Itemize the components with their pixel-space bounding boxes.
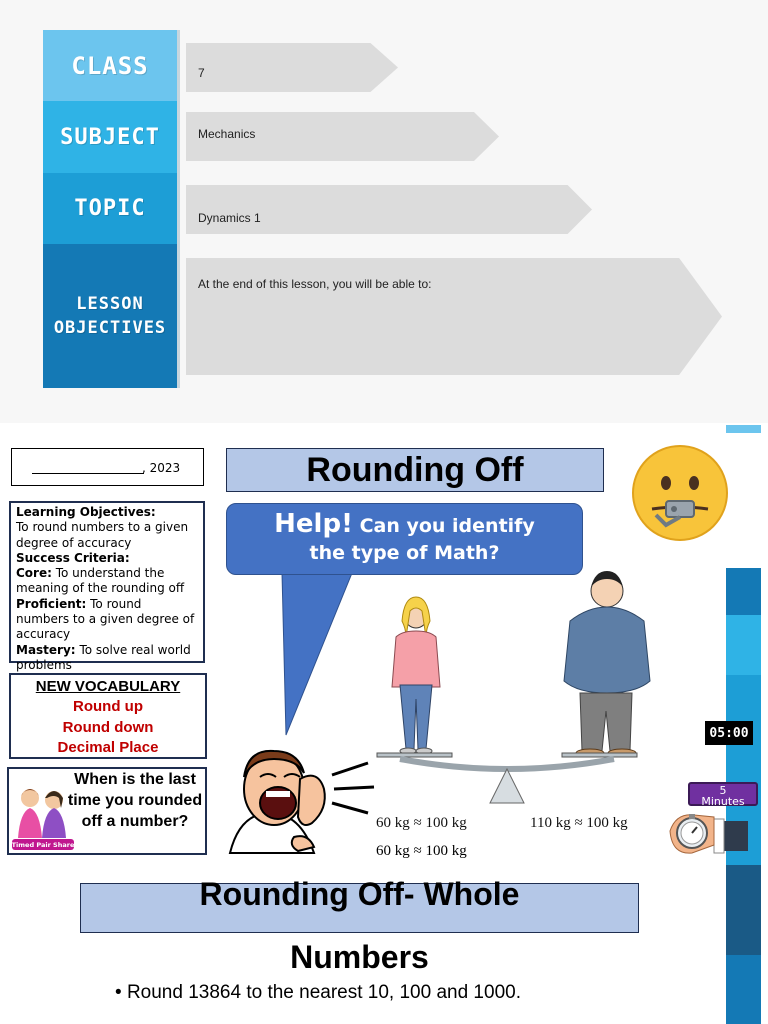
- shouting-man-icon: [228, 747, 378, 857]
- objectives-arrow: [186, 258, 722, 375]
- date-text: , 2023: [142, 461, 181, 475]
- subheading-title: [80, 863, 639, 989]
- bullet-text: Round 13864 to the nearest 10, 100 and 1000.: [126, 982, 521, 1003]
- learning-objectives-box: [9, 501, 205, 672]
- scale-label-left: 60 kg ≈ 100 kg: [376, 815, 467, 831]
- rounding-off-slide: [0, 425, 768, 1024]
- learning-objectives-label: Learning Objectives:: [16, 505, 156, 519]
- think-pair-share-caption: Timed Pair Share: [11, 841, 75, 849]
- lesson-header-slide: [0, 0, 768, 423]
- vocabulary-item: Round up: [73, 698, 143, 715]
- scale-label-right: 110 kg ≈ 100 kg: [530, 815, 628, 831]
- help-word: Help!: [274, 509, 353, 539]
- label-column-shadow: [177, 30, 180, 388]
- subject-value: Mechanics: [198, 127, 256, 141]
- vocabulary-heading: NEW VOCABULARY: [35, 678, 181, 695]
- help-question-line2: the type of Math?: [309, 542, 500, 564]
- subheading-line1: Rounding Off- Whole: [199, 876, 520, 912]
- scale-label-left: 60 kg ≈ 100 kg: [376, 843, 467, 859]
- topic-arrow: [186, 185, 592, 234]
- core-label: Core:: [16, 566, 52, 581]
- title-box: [226, 448, 604, 492]
- timer-button-number: 5: [719, 784, 727, 797]
- slide-title: Rounding Off: [306, 450, 524, 489]
- speech-bubble-tail: [280, 573, 360, 738]
- subject-label: SUBJECT: [43, 101, 177, 173]
- learning-objectives-text: To round numbers to a given degree of accuracy: [16, 520, 189, 550]
- help-speech-bubble: [226, 503, 583, 575]
- lesson-objectives-label-line2: OBJECTIVES: [53, 318, 167, 338]
- question-text: When is the last time you rounded off a number?: [67, 771, 203, 830]
- objectives-value: At the end of this lesson, you will be able to:: [198, 277, 432, 291]
- class-label: CLASS: [43, 30, 177, 101]
- countdown-clock: 05:00: [705, 721, 753, 745]
- timer-button-unit: Minutes: [701, 795, 745, 808]
- mastery-text: To solve real world problems: [16, 642, 191, 672]
- thinking-emoji-icon: [630, 443, 730, 543]
- stopwatch-hand-icon[interactable]: [664, 801, 750, 863]
- topic-label: TOPIC: [43, 173, 177, 244]
- bullet-point: • Round 13864 to the nearest 10, 100 and 1000.: [115, 982, 521, 1003]
- proficient-text: To round numbers to a given degree of accuracy: [16, 596, 195, 642]
- mastery-label: Mastery:: [16, 642, 76, 657]
- vocabulary-item: Decimal Place: [57, 739, 159, 756]
- subheading-line2: Numbers: [290, 939, 429, 975]
- vocabulary-item: Round down: [62, 718, 154, 736]
- vocabulary-box: [9, 673, 207, 759]
- class-value: 7: [198, 66, 205, 80]
- date-underline: [32, 473, 144, 474]
- proficient-label: Proficient:: [16, 596, 87, 611]
- lesson-objectives-label: [43, 244, 177, 388]
- topic-value: Dynamics 1: [198, 211, 261, 225]
- lesson-objectives-label-line1: LESSON: [76, 294, 144, 314]
- success-criteria-label: Success Criteria:: [16, 550, 130, 565]
- class-arrow: [186, 43, 398, 92]
- core-text: To understand the meaning of the rounding off: [16, 566, 185, 596]
- help-question-line1: Can you identify: [359, 515, 535, 537]
